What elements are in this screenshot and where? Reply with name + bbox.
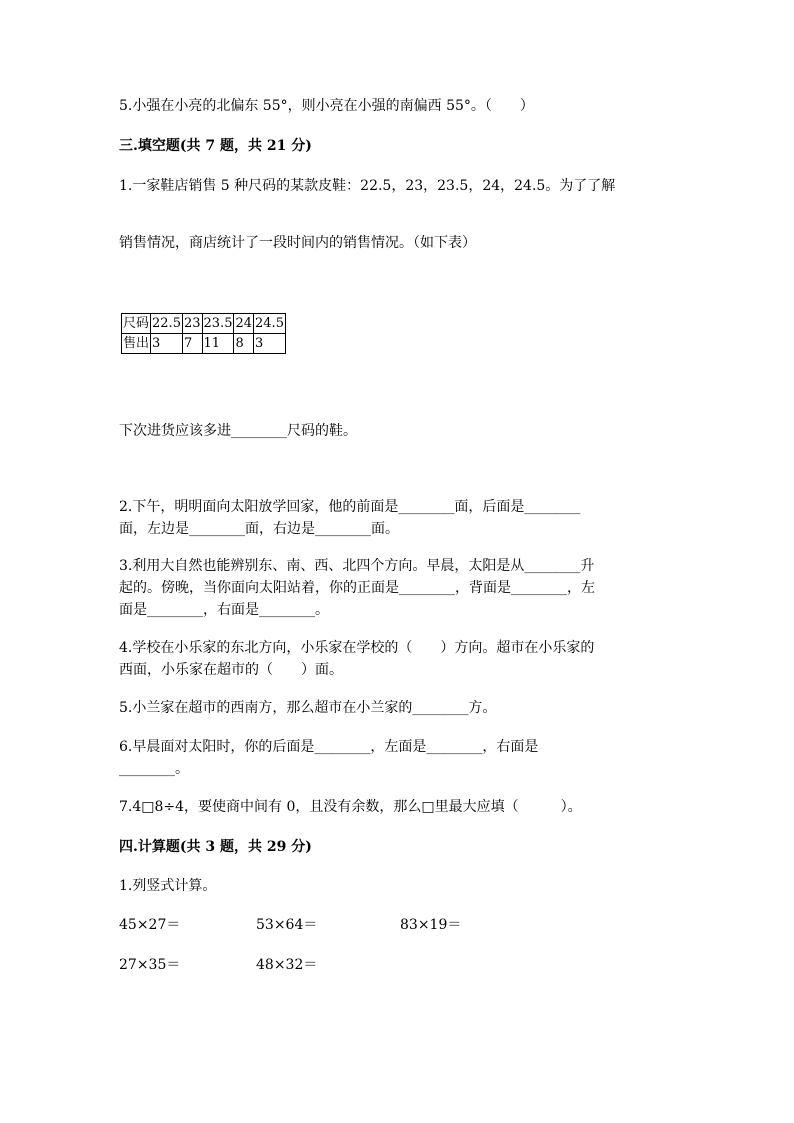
table-header-size: 尺码 bbox=[122, 314, 151, 334]
table-cell: 8 bbox=[234, 334, 254, 354]
table-cell: 24 bbox=[234, 314, 254, 334]
table-cell: 23.5 bbox=[202, 314, 234, 334]
table-header-sold: 售出 bbox=[122, 334, 151, 354]
table-row-sold bbox=[122, 334, 286, 354]
question-judge-5: 5.小强在小亮的北偏东 55°，则小亮在小强的南偏西 55°。（ ） bbox=[119, 98, 534, 114]
table-cell: 3 bbox=[254, 334, 286, 354]
question-fill-3-line3: 面是________，右面是________。 bbox=[119, 602, 329, 618]
question-fill-1-line1: 1.一家鞋店销售 5 种尺码的某款皮鞋：22.5，23，23.5，24，24.5。为了了解 bbox=[119, 178, 616, 194]
section-title-fill-blank: 三.填空题(共 7 题，共 21 分) bbox=[119, 138, 312, 154]
question-fill-7: 7.4□8÷4，要使商中间有 0，且没有余数，那么□里最大应填（ ）。 bbox=[119, 799, 582, 815]
table-cell: 3 bbox=[151, 334, 183, 354]
table-cell: 22.5 bbox=[151, 314, 183, 334]
question-fill-2-line2: 面，左边是________面，右边是________面。 bbox=[119, 521, 399, 537]
question-fill-3-line1: 3.利用大自然也能辨别东、南、西、北四个方向。早晨，太阳是从________升 bbox=[119, 558, 595, 574]
table-cell: 7 bbox=[182, 334, 202, 354]
question-fill-4-line1: 4.学校在小乐家的东北方向，小乐家在学校的（ ）方向。超市在小乐家的 bbox=[119, 640, 595, 656]
table-cell: 11 bbox=[202, 334, 234, 354]
question-fill-6-line2: ________。 bbox=[119, 761, 189, 777]
calc-problem: 45×27＝ bbox=[119, 917, 181, 933]
calc-problem: 48×32＝ bbox=[256, 957, 318, 973]
calc-problem: 53×64＝ bbox=[256, 917, 318, 933]
question-fill-5: 5.小兰家在超市的西南方，那么超市在小兰家的________方。 bbox=[119, 700, 497, 716]
question-fill-1-answer: 下次进货应该多进________尺码的鞋。 bbox=[119, 423, 357, 439]
calc-problem: 83×19＝ bbox=[400, 917, 462, 933]
question-fill-4-line2: 西面，小乐家在超市的（ ）面。 bbox=[119, 662, 343, 678]
shoe-sales-table bbox=[121, 313, 286, 354]
question-fill-3-line2: 起的。傍晚，当你面向太阳站着，你的正面是________，背面是________，左 bbox=[119, 580, 595, 596]
section-title-calculation: 四.计算题(共 3 题，共 29 分) bbox=[119, 839, 312, 855]
question-fill-2-line1: 2.下午，明明面向太阳放学回家，他的前面是________面，后面是________ bbox=[119, 499, 581, 515]
question-fill-1-line2: 销售情况，商店统计了一段时间内的销售情况。（如下表） bbox=[119, 235, 476, 251]
table-cell: 24.5 bbox=[254, 314, 286, 334]
table-row-sizes bbox=[122, 314, 286, 334]
question-calc-1-prompt: 1.列竖式计算。 bbox=[119, 878, 217, 894]
question-fill-6-line1: 6.早晨面对太阳时，你的后面是________，左面是________，右面是 bbox=[119, 739, 539, 755]
table-cell: 23 bbox=[182, 314, 202, 334]
calc-problem: 27×35＝ bbox=[119, 957, 181, 973]
